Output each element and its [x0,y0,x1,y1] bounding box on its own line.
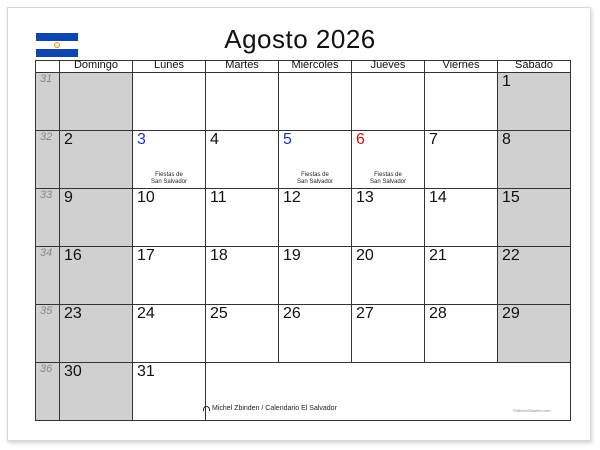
weekday-header: Viernes [425,61,498,72]
day-number: 5 [283,131,292,148]
day-cell [133,189,206,246]
day-cell [352,247,425,304]
calendar-grid [35,60,571,421]
week-row [36,246,571,304]
day-cell [133,363,206,420]
week-number-cell [36,131,60,188]
footer-text: Michel Zbinden / Calendario El Salvador [212,405,337,412]
day-cell [133,247,206,304]
day-cell [498,305,571,362]
day-number: 17 [137,247,155,264]
day-number: 11 [210,189,227,206]
weekday-header: Martes [206,61,279,72]
week-number-cell [36,363,60,420]
week-number: 31 [40,73,53,85]
day-cell [425,131,498,188]
day-number: 18 [210,247,228,264]
day-cell [279,189,352,246]
day-number: 8 [502,131,511,148]
day-cell [60,131,133,188]
day-number: 20 [356,247,374,264]
weekday-header: Domingo [60,61,133,72]
day-cell [425,305,498,362]
day-cell [60,363,133,420]
day-cell [352,305,425,362]
day-cell [425,189,498,246]
footer-credit [203,405,337,412]
day-cell [133,305,206,362]
week-number-cell [36,305,60,362]
week-row [36,304,571,362]
day-cell [498,247,571,304]
week-number: 36 [40,363,53,375]
day-cell [206,305,279,362]
copyright-icon [203,406,210,411]
calendar-title: Agosto 2026 [224,24,376,54]
day-number: 1 [502,73,511,90]
day-cell [279,305,352,362]
day-number: 25 [210,305,228,322]
day-number: 10 [137,189,155,206]
week-number-header [36,61,60,72]
day-number: 13 [356,189,374,206]
day-cell [279,131,352,188]
weekday-header: Miércoles [279,61,352,72]
day-cell [498,73,571,130]
day-number: 12 [283,189,301,206]
week-row [36,130,571,188]
day-cell [133,131,206,188]
weekday-header: Sábado [498,61,571,72]
week-number: 35 [40,305,53,317]
day-number: 21 [429,247,447,264]
day-cell [279,73,352,130]
day-number: 7 [429,131,438,148]
week-number: 34 [40,247,53,259]
day-cell [425,363,498,420]
day-cell [60,247,133,304]
day-number: 6 [356,131,365,148]
day-cell [352,73,425,130]
weekday-header: Lunes [133,61,206,72]
day-number: 29 [502,305,520,322]
day-number: 26 [283,305,301,322]
week-number-cell [36,189,60,246]
day-number: 31 [137,363,155,380]
week-number: 33 [40,189,53,201]
day-number: 19 [283,247,301,264]
day-cell [206,189,279,246]
day-number: 22 [502,247,520,264]
watermark: ©MichelZbinden.com [513,408,551,413]
day-number: 15 [502,189,520,206]
week-number-cell [36,247,60,304]
week-number: 32 [40,131,53,143]
holiday-label: Fiestas de San Salvador [369,172,407,185]
day-number: 23 [64,305,82,322]
day-cell [425,73,498,130]
day-number: 2 [64,131,73,148]
week-row [36,72,571,130]
day-cell [60,305,133,362]
day-number: 27 [356,305,374,322]
day-cell [206,247,279,304]
day-cell [279,247,352,304]
day-cell [133,73,206,130]
day-number: 9 [64,189,73,206]
week-number-cell [36,73,60,130]
weekday-header-row [36,61,571,72]
day-number: 30 [64,363,82,380]
day-number: 3 [137,131,146,148]
week-row [36,188,571,246]
day-cell [352,189,425,246]
day-cell [425,247,498,304]
day-cell [498,189,571,246]
day-cell [352,131,425,188]
day-number: 14 [429,189,447,206]
holiday-label: Fiestas de San Salvador [150,172,188,185]
holiday-label: Fiestas de San Salvador [296,172,334,185]
day-cell [60,189,133,246]
day-number: 24 [137,305,155,322]
weekday-header: Jueves [352,61,425,72]
day-cell [498,131,571,188]
day-number: 4 [210,131,219,148]
day-cell [206,73,279,130]
day-number: 28 [429,305,447,322]
day-cell [206,131,279,188]
day-number: 16 [64,247,82,264]
day-cell [352,363,425,420]
day-cell [60,73,133,130]
